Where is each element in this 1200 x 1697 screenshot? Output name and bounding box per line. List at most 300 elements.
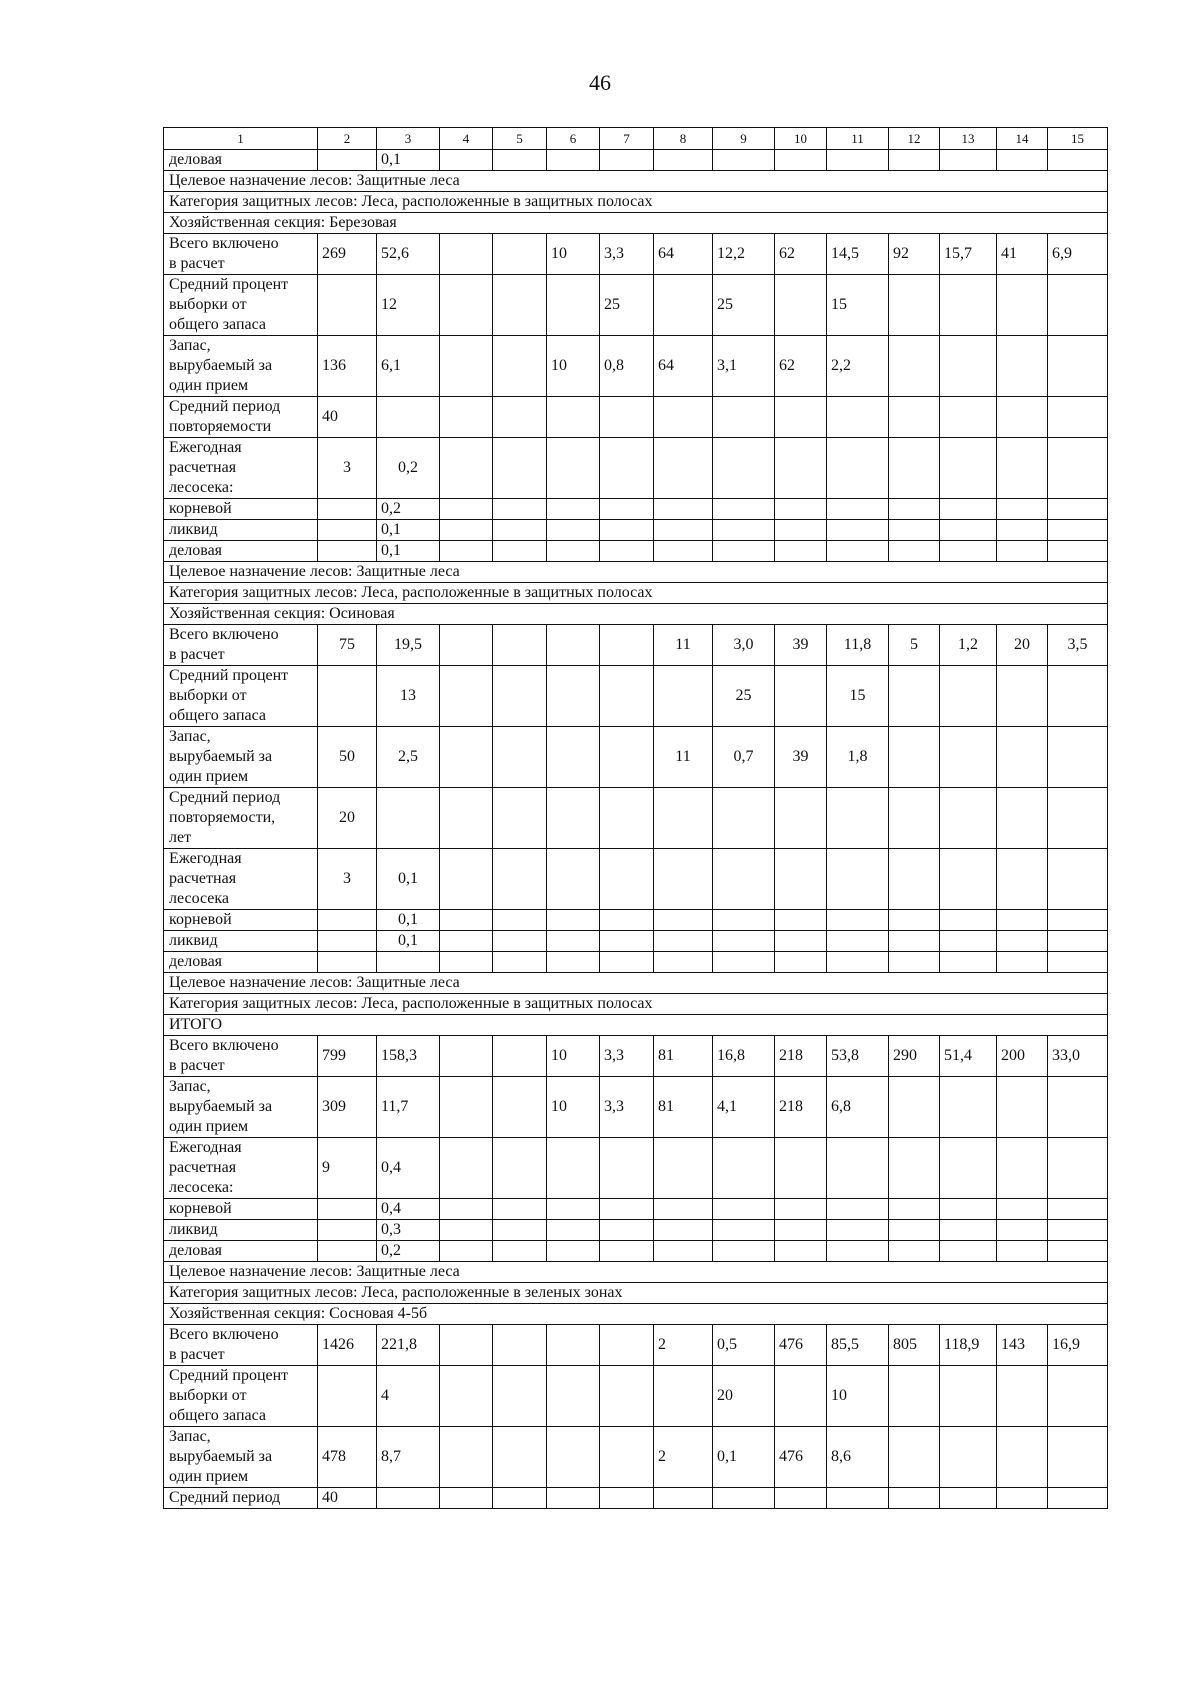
table-cell: 11 <box>654 625 713 666</box>
table-cell <box>493 520 547 541</box>
row-label: Средний период повторяемости <box>164 397 318 438</box>
table-cell <box>775 1138 827 1199</box>
table-cell <box>940 336 997 397</box>
table-cell <box>997 1220 1048 1241</box>
table-cell <box>440 952 493 973</box>
table-cell <box>493 1199 547 1220</box>
table-cell <box>493 541 547 562</box>
table-cell <box>600 625 654 666</box>
table-cell <box>654 1366 713 1427</box>
row-label: Всего включено в расчет <box>164 1325 318 1366</box>
table-cell <box>713 910 775 931</box>
table-cell: 81 <box>654 1077 713 1138</box>
table-cell <box>713 438 775 499</box>
table-cell <box>889 1241 940 1262</box>
table-cell <box>600 952 654 973</box>
table-cell: 221,8 <box>377 1325 440 1366</box>
table-cell <box>775 438 827 499</box>
table-cell <box>547 910 600 931</box>
section-heading: Хозяйственная секция: Сосновая 4-5б <box>164 1304 1108 1325</box>
column-number: 5 <box>493 128 547 150</box>
table-cell <box>1048 499 1108 520</box>
row-label: Средний процент выборки от общего запаса <box>164 666 318 727</box>
table-cell: 10 <box>547 336 600 397</box>
table-cell <box>889 150 940 171</box>
table-cell <box>775 275 827 336</box>
table-cell <box>493 625 547 666</box>
table-cell: 136 <box>318 336 377 397</box>
table-cell <box>493 1427 547 1488</box>
table-cell: 3,5 <box>1048 625 1108 666</box>
table-cell <box>440 1036 493 1077</box>
table-cell <box>440 931 493 952</box>
table-cell: 3,3 <box>600 234 654 275</box>
table-cell: 0,1 <box>377 150 440 171</box>
table-cell: 40 <box>318 397 377 438</box>
table-cell: 476 <box>775 1427 827 1488</box>
table-cell <box>493 849 547 910</box>
table-cell: 0,1 <box>713 1427 775 1488</box>
page-number: 46 <box>589 70 611 95</box>
table-cell: 799 <box>318 1036 377 1077</box>
table-cell <box>1048 952 1108 973</box>
table-cell <box>1048 666 1108 727</box>
column-number: 10 <box>775 128 827 150</box>
table-cell <box>493 499 547 520</box>
table-cell <box>440 788 493 849</box>
table-cell: 25 <box>713 666 775 727</box>
table-cell <box>600 931 654 952</box>
table-cell <box>940 520 997 541</box>
table-cell <box>1048 727 1108 788</box>
table-cell <box>547 1138 600 1199</box>
table-cell <box>827 438 889 499</box>
table-cell: 81 <box>654 1036 713 1077</box>
table-cell: 25 <box>713 275 775 336</box>
table-cell <box>600 849 654 910</box>
table-cell: 6,9 <box>1048 234 1108 275</box>
table-cell: 118,9 <box>940 1325 997 1366</box>
column-number: 9 <box>713 128 775 150</box>
table-cell <box>997 1427 1048 1488</box>
table-cell <box>440 150 493 171</box>
table-cell: 0,1 <box>377 541 440 562</box>
table-cell <box>713 1199 775 1220</box>
table-row <box>164 910 1108 931</box>
table-cell <box>775 150 827 171</box>
table-row <box>164 1138 1108 1199</box>
table-cell <box>889 1077 940 1138</box>
table-cell: 41 <box>997 234 1048 275</box>
table-cell <box>493 1036 547 1077</box>
table-cell <box>1048 1077 1108 1138</box>
table-cell <box>889 499 940 520</box>
table-cell <box>827 910 889 931</box>
column-number: 8 <box>654 128 713 150</box>
table-cell <box>940 438 997 499</box>
row-label: корневой <box>164 499 318 520</box>
section-heading-row <box>164 171 1108 192</box>
table-cell <box>600 499 654 520</box>
table-cell <box>997 541 1048 562</box>
table-row <box>164 952 1108 973</box>
table-cell: 2 <box>654 1325 713 1366</box>
table-cell <box>940 1220 997 1241</box>
table-cell <box>600 1366 654 1427</box>
table-row <box>164 520 1108 541</box>
table-cell <box>654 499 713 520</box>
table-cell <box>654 150 713 171</box>
table-cell: 158,3 <box>377 1036 440 1077</box>
table-cell <box>654 1488 713 1509</box>
table-cell: 0,3 <box>377 1220 440 1241</box>
table-cell <box>775 499 827 520</box>
row-label: Всего включено в расчет <box>164 1036 318 1077</box>
column-number: 6 <box>547 128 600 150</box>
table-cell <box>440 438 493 499</box>
table-cell: 269 <box>318 234 377 275</box>
table-cell <box>940 910 997 931</box>
table-cell <box>547 397 600 438</box>
table-cell <box>1048 1241 1108 1262</box>
table-cell <box>493 150 547 171</box>
table-cell <box>547 499 600 520</box>
table-cell <box>775 788 827 849</box>
table-cell <box>940 275 997 336</box>
table-row <box>164 1241 1108 1262</box>
table-cell <box>493 1325 547 1366</box>
table-cell <box>547 727 600 788</box>
table-cell <box>713 541 775 562</box>
table-cell <box>493 1138 547 1199</box>
table-cell: 20 <box>713 1366 775 1427</box>
table-cell <box>997 397 1048 438</box>
table-cell: 5 <box>889 625 940 666</box>
table-cell <box>654 397 713 438</box>
table-cell <box>440 666 493 727</box>
table-cell: 0,7 <box>713 727 775 788</box>
table-cell <box>997 1366 1048 1427</box>
table-cell <box>318 952 377 973</box>
table-cell: 10 <box>547 1077 600 1138</box>
table-cell: 309 <box>318 1077 377 1138</box>
table-cell <box>713 499 775 520</box>
table-cell <box>654 520 713 541</box>
table-body <box>164 128 1108 1509</box>
table-cell <box>940 788 997 849</box>
table-cell: 10 <box>547 1036 600 1077</box>
table-cell: 478 <box>318 1427 377 1488</box>
table-cell <box>827 1199 889 1220</box>
table-cell <box>889 1488 940 1509</box>
table-cell: 12,2 <box>713 234 775 275</box>
table-cell <box>440 541 493 562</box>
table-cell: 20 <box>997 625 1048 666</box>
table-cell <box>775 666 827 727</box>
table-cell <box>600 541 654 562</box>
row-label: Средний процент выборки от общего запаса <box>164 275 318 336</box>
table-cell: 805 <box>889 1325 940 1366</box>
table-row <box>164 625 1108 666</box>
table-cell: 10 <box>547 234 600 275</box>
table-cell <box>377 397 440 438</box>
column-number: 11 <box>827 128 889 150</box>
table-cell <box>654 952 713 973</box>
table-cell <box>1048 541 1108 562</box>
table-cell <box>600 788 654 849</box>
section-heading-row <box>164 1262 1108 1283</box>
table-cell <box>997 150 1048 171</box>
table-cell: 10 <box>827 1366 889 1427</box>
table-cell <box>440 1199 493 1220</box>
section-heading: Целевое назначение лесов: Защитные леса <box>164 562 1108 583</box>
table-cell: 1,2 <box>940 625 997 666</box>
table-cell <box>493 234 547 275</box>
table-cell <box>493 1220 547 1241</box>
table-row <box>164 499 1108 520</box>
table-cell <box>775 849 827 910</box>
column-number: 15 <box>1048 128 1108 150</box>
table-cell <box>889 438 940 499</box>
table-cell <box>440 336 493 397</box>
table-cell <box>654 541 713 562</box>
table-cell <box>318 499 377 520</box>
section-heading-row <box>164 192 1108 213</box>
section-heading-row <box>164 562 1108 583</box>
table-cell: 16,8 <box>713 1036 775 1077</box>
table-cell: 20 <box>318 788 377 849</box>
table-cell: 14,5 <box>827 234 889 275</box>
table-cell <box>889 541 940 562</box>
section-heading-row <box>164 583 1108 604</box>
table-cell <box>600 1325 654 1366</box>
table-cell <box>547 1241 600 1262</box>
table-cell: 11,8 <box>827 625 889 666</box>
table-cell <box>1048 1138 1108 1199</box>
section-heading: Целевое назначение лесов: Защитные леса <box>164 973 1108 994</box>
table-cell <box>654 788 713 849</box>
table-cell <box>493 952 547 973</box>
table-cell <box>997 1077 1048 1138</box>
table-cell <box>940 1199 997 1220</box>
table-cell <box>600 910 654 931</box>
table-cell <box>940 727 997 788</box>
table-cell <box>889 1427 940 1488</box>
table-cell <box>940 1488 997 1509</box>
table-cell <box>493 931 547 952</box>
table-row <box>164 1488 1108 1509</box>
table-cell <box>775 520 827 541</box>
table-cell <box>940 150 997 171</box>
row-label: Запас, вырубаемый за один прием <box>164 727 318 788</box>
table-cell: 3 <box>318 849 377 910</box>
table-cell <box>940 397 997 438</box>
table-row <box>164 931 1108 952</box>
column-number: 1 <box>164 128 318 150</box>
table-cell <box>889 788 940 849</box>
table-cell: 40 <box>318 1488 377 1509</box>
table-cell <box>318 1199 377 1220</box>
table-cell <box>654 931 713 952</box>
column-number: 4 <box>440 128 493 150</box>
table-cell <box>827 541 889 562</box>
table-cell: 25 <box>600 275 654 336</box>
table-cell: 1,8 <box>827 727 889 788</box>
section-heading: ИТОГО <box>164 1015 1108 1036</box>
table-cell: 6,1 <box>377 336 440 397</box>
table-cell <box>827 1220 889 1241</box>
table-row <box>164 727 1108 788</box>
table-cell: 64 <box>654 336 713 397</box>
table-cell <box>713 397 775 438</box>
table-cell: 51,4 <box>940 1036 997 1077</box>
table-cell <box>493 727 547 788</box>
table-cell <box>713 1220 775 1241</box>
table-cell <box>997 952 1048 973</box>
table-cell: 6,8 <box>827 1077 889 1138</box>
table-cell: 0,1 <box>377 520 440 541</box>
table-cell <box>1048 1199 1108 1220</box>
row-label: корневой <box>164 1199 318 1220</box>
table-cell <box>775 1366 827 1427</box>
table-cell <box>889 1366 940 1427</box>
table-row <box>164 1220 1108 1241</box>
table-cell <box>654 1138 713 1199</box>
table-cell: 0,1 <box>377 910 440 931</box>
row-label: Средний период <box>164 1488 318 1509</box>
table-cell <box>997 1241 1048 1262</box>
table-cell <box>547 849 600 910</box>
table-cell <box>1048 1488 1108 1509</box>
table-cell <box>654 1199 713 1220</box>
table-cell: 3,1 <box>713 336 775 397</box>
table-cell <box>940 499 997 520</box>
row-label: ликвид <box>164 931 318 952</box>
table-cell <box>889 1220 940 1241</box>
table-row <box>164 438 1108 499</box>
section-heading-row <box>164 973 1108 994</box>
table-cell: 476 <box>775 1325 827 1366</box>
column-number: 3 <box>377 128 440 150</box>
table-cell <box>827 397 889 438</box>
table-cell <box>1048 910 1108 931</box>
table-cell <box>827 520 889 541</box>
table-cell <box>940 1138 997 1199</box>
row-label: деловая <box>164 150 318 171</box>
table-cell <box>827 1488 889 1509</box>
table-cell <box>1048 275 1108 336</box>
table-row <box>164 788 1108 849</box>
table-cell: 3 <box>318 438 377 499</box>
table-cell: 200 <box>997 1036 1048 1077</box>
row-label: Запас, вырубаемый за один прием <box>164 1077 318 1138</box>
table-cell <box>600 727 654 788</box>
table-cell <box>713 1241 775 1262</box>
table-cell <box>547 520 600 541</box>
table-cell <box>654 849 713 910</box>
table-cell <box>547 1427 600 1488</box>
table-cell <box>377 788 440 849</box>
table-cell <box>440 910 493 931</box>
table-cell <box>997 520 1048 541</box>
table-cell <box>547 438 600 499</box>
table-cell: 12 <box>377 275 440 336</box>
table-cell: 0,2 <box>377 438 440 499</box>
row-label: Запас, вырубаемый за один прием <box>164 1427 318 1488</box>
table-cell: 143 <box>997 1325 1048 1366</box>
table-cell <box>493 1241 547 1262</box>
table-cell <box>600 438 654 499</box>
table-cell <box>654 1241 713 1262</box>
table-row <box>164 1427 1108 1488</box>
table-cell <box>440 1427 493 1488</box>
table-cell <box>713 931 775 952</box>
table-cell <box>713 952 775 973</box>
table-cell <box>775 541 827 562</box>
table-cell: 19,5 <box>377 625 440 666</box>
table-cell: 92 <box>889 234 940 275</box>
table-cell <box>600 397 654 438</box>
table-cell <box>889 666 940 727</box>
table-row <box>164 849 1108 910</box>
row-label: деловая <box>164 952 318 973</box>
table-cell <box>318 520 377 541</box>
table-cell <box>775 910 827 931</box>
table-cell <box>775 931 827 952</box>
section-heading-row <box>164 213 1108 234</box>
table-cell <box>493 1077 547 1138</box>
table-cell <box>600 1241 654 1262</box>
table-cell: 39 <box>775 625 827 666</box>
table-cell <box>440 625 493 666</box>
table-cell: 3,3 <box>600 1077 654 1138</box>
table-cell <box>318 275 377 336</box>
table-row <box>164 541 1108 562</box>
table-cell <box>547 952 600 973</box>
table-cell: 2,2 <box>827 336 889 397</box>
table-cell <box>440 397 493 438</box>
table-cell <box>940 1366 997 1427</box>
table-cell <box>940 541 997 562</box>
section-heading: Целевое назначение лесов: Защитные леса <box>164 1262 1108 1283</box>
table-cell: 64 <box>654 234 713 275</box>
table-cell <box>889 397 940 438</box>
table-cell <box>1048 1427 1108 1488</box>
table-cell <box>827 1138 889 1199</box>
column-number: 7 <box>600 128 654 150</box>
table-cell <box>713 1138 775 1199</box>
table-cell <box>940 931 997 952</box>
table-cell <box>940 1427 997 1488</box>
table-cell <box>547 541 600 562</box>
table-cell <box>547 788 600 849</box>
table-row <box>164 666 1108 727</box>
section-heading: Категория защитных лесов: Леса, расположенные в защитных полосах <box>164 583 1108 604</box>
column-number: 14 <box>997 128 1048 150</box>
table-cell <box>1048 788 1108 849</box>
table-cell <box>493 1488 547 1509</box>
table-cell: 15 <box>827 275 889 336</box>
table-cell <box>997 1488 1048 1509</box>
table-cell: 3,0 <box>713 625 775 666</box>
table-cell <box>654 910 713 931</box>
table-cell <box>318 931 377 952</box>
table-cell <box>547 625 600 666</box>
table-cell: 62 <box>775 336 827 397</box>
table-cell <box>940 666 997 727</box>
table-cell: 15 <box>827 666 889 727</box>
section-heading-row <box>164 1015 1108 1036</box>
